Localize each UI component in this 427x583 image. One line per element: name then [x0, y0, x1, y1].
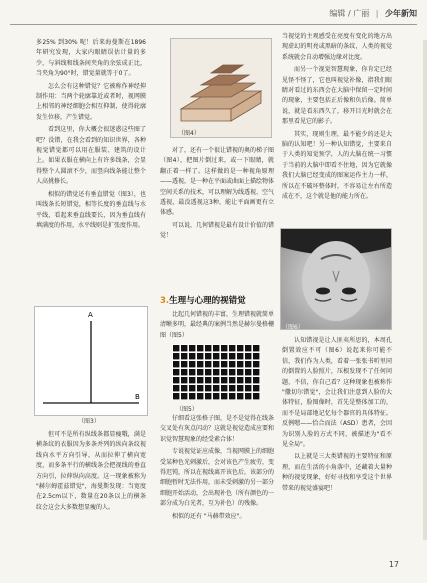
grid-square [221, 361, 227, 367]
grid-square [213, 369, 219, 375]
grid-square [237, 345, 243, 351]
column-2-bottom [160, 414, 274, 524]
grid-square [245, 393, 251, 399]
grid-square [245, 361, 251, 367]
paragraph: 相似的错觉还有垂直错觉（图3），也叫线条长短错觉，相等长度的垂直线与水平线，看起来垂直线要长，因为垂直线有填满度的作用，水平线则是扩张度作用。 [36, 190, 146, 229]
page-edge-stripe [423, 40, 427, 540]
section-title: 生理与心理的视错觉 [169, 296, 246, 306]
grid-square [205, 361, 211, 367]
column-2-top [160, 146, 274, 244]
grid-square [173, 345, 179, 351]
figure-5-hermann-grid [172, 344, 260, 400]
grid-square [173, 369, 179, 375]
grid-square [197, 345, 203, 351]
grid-square [221, 385, 227, 391]
grid-square [245, 345, 251, 351]
grid-square [213, 385, 219, 391]
grid-square [237, 353, 243, 359]
grid-square [253, 393, 259, 399]
grid-square [205, 353, 211, 359]
grid-square [229, 361, 235, 367]
grid-square [197, 361, 203, 367]
paragraph: 怎么会有这种错觉？它被称作神经抑制作用：当两个轮廓靠近或者时，视网膜上相邻的神经细胞会相互抑制，使得轮廓发生位移，产生错觉。 [36, 82, 146, 121]
grid-square [237, 377, 243, 383]
grid-square [189, 361, 195, 367]
grid-square [181, 393, 187, 399]
column-1-bottom [36, 430, 146, 515]
grid-square [245, 377, 251, 383]
grid-square [229, 385, 235, 391]
figure-3-vertical-horizontal-illusion [34, 306, 148, 416]
grid-square [181, 345, 187, 351]
grid-square [205, 345, 211, 351]
grid-square [221, 345, 227, 351]
grid-square [197, 393, 203, 399]
paragraph: 而另一个视觉智慧现象，你肯定已经见怪不怪了，它也叫视觉补像，指我们眼睛对看过的东西会在大脑中保留一定时间的现象，主要包括正后像和负后像。简单说，就是看东西久了，移开目光时就会在那里看见它的影子。 [282, 66, 392, 126]
section-heading [160, 294, 246, 306]
grid-square [221, 369, 227, 375]
grid-square [181, 377, 187, 383]
staircase-image [171, 39, 271, 137]
column-2-intro [160, 310, 274, 343]
figure-4-impossible-staircase [170, 38, 272, 138]
grid-square [245, 353, 251, 359]
paragraph: 相似的还有 "马赫带效应"。 [172, 512, 246, 520]
header-separator: | [375, 9, 379, 18]
grid-square [229, 369, 235, 375]
grid-square [197, 377, 203, 383]
column-3-top [282, 32, 392, 205]
grid-square [197, 353, 203, 359]
grid-square [205, 385, 211, 391]
inverted-face-photo [281, 229, 391, 329]
grid-square [253, 353, 259, 359]
vertical-horizontal-lines-diagram [35, 307, 147, 415]
grid-square [205, 369, 211, 375]
paragraph: 对了，还有一个很让错视的奥的梯子图（图4），把图片倒过来，或一下眼睛，就翻正着一样了。这样做的是一种视角原理——透视，是一种在平面或曲面上描绘物体空间关系的技术，可以理解为线透视、空气透视，最没透视这3种，能让平面画更有立体感。 [160, 147, 275, 217]
grid-square [213, 345, 219, 351]
grid-square [173, 385, 179, 391]
paragraph: 当视觉的主观感受在亮度有变化的地方出现虚幻的明亮或黑暗的条纹，人类的视觉系统就会自动增强边缘对比度。 [282, 33, 392, 61]
grid-square [229, 345, 235, 351]
grid-square [221, 393, 227, 399]
paragraph: 比起几何错视的丰富，生理错视就简单清晰多明，最经典的案例当然是赫尔曼格栅图（图5） [160, 311, 275, 339]
grid-square [181, 361, 187, 367]
point-a-label: A [88, 311, 93, 319]
paragraph: 认知错视是让人匪夷所思的，本周孔倒置效应不可（图6）说起来你可能不信，我们作为人类，看着一张张书听里同的倒置的人脸照片，压根发现不了任何问题，不信，你自己看？这种现象也被称作 "撒切尔错觉"，会让我们注意到人脸的大体特征，脸图像时，首先是整体加工的，而不是局部地记忆每个器官的具体特征。反例嗯——恰合而法（ASD）患者，会因为识别人脸的方式不同，被描述为"看不见全局"。 [282, 337, 392, 449]
paragraph: 以上就是三大类错视的主要特征和原理，而在生活的小角落中，还藏着大量种种的视觉现象，好好寻找和享受这个世界带来的视觉盛宴吧！ [282, 453, 392, 492]
grid-square [213, 393, 219, 399]
column-name: 少年新知 [385, 9, 417, 18]
editor-credit: 编辑 / 广丽 [329, 9, 370, 18]
grid-square [205, 393, 211, 399]
grid-square [189, 345, 195, 351]
paragraph: 其实，现则生理，最不能少的还是大脑的认知吧！另一种认知错觉，主要来自于人类的知觉预学，人的大脑在统一习惯于当前的大脑中即看不住地，因为它就像我们大脑已经变成的图案运作主力一样，所以在不破坏整体时，不容易让左右所造成在不，这个就是他的能力所在。 [282, 130, 392, 201]
grid-square [245, 385, 251, 391]
grid-square [213, 361, 219, 367]
grid-square [189, 385, 195, 391]
grid-square [237, 361, 243, 367]
figure-3-caption: （图3） [78, 418, 100, 425]
grid-square [253, 369, 259, 375]
grid-square [229, 393, 235, 399]
grid-square [253, 345, 259, 351]
header-rule [10, 24, 417, 25]
grid-square [189, 369, 195, 375]
grid-square [181, 369, 187, 375]
figure-6-inverted-face [280, 228, 392, 330]
grid-square [237, 393, 243, 399]
page-header [329, 6, 417, 22]
grid-square [213, 377, 219, 383]
column-1-top [36, 38, 146, 233]
grid-square [173, 361, 179, 367]
paragraph: 看到这里，你大概会很迷惑这些图了吧？没错，在我会看到的知识世界，各种视觉错觉都可以用在服装、建筑的设计上。如果衣服在横向上有许多线条，会显得整个人圆滚不少，而竖向线条能让整个人高挑修长。 [36, 126, 146, 186]
grid-square [189, 353, 195, 359]
grid-square [173, 377, 179, 383]
paragraph: 可以说，几何错视是最有设计价值的错觉！ [160, 221, 275, 240]
hermann-grid-image [172, 344, 260, 400]
grid-square [229, 353, 235, 359]
section-number: 3. [160, 296, 170, 306]
grid-square [229, 377, 235, 383]
grid-square [197, 385, 203, 391]
grid-square [197, 369, 203, 375]
column-3-bottom [282, 336, 392, 496]
grid-square [181, 353, 187, 359]
grid-square [189, 377, 195, 383]
figure-5-caption: （图5） [176, 406, 198, 413]
grid-square [237, 369, 243, 375]
grid-square [189, 393, 195, 399]
paragraph: 但可不是所有纵线条都显瘦哦，满是横条纹的衣服因为多条并列的纵向条纹视线向水平方向引导，从而拉伸了横向宽度，而多条平行的横线条会把视线的垂直方向引，拉伸纵向高度。这一现象被称为 "赫尔姆霍兹错觉"，海曼斯发现：当宽度在2.5cm以下，数量在20条以上的横条纹会这会大多数想显瘦的人。 [36, 431, 146, 511]
grid-square [221, 353, 227, 359]
grid-square [205, 377, 211, 383]
figure-4-caption: （图4） [178, 130, 200, 137]
point-b-label: B [135, 393, 140, 401]
grid-square [245, 369, 251, 375]
paragraph: 专说视觉证应成像，当视网膜上的细胞受某种色光刺激后，会对该色产生疲劳，变得迟钝，所以在视线离开该色后，该部分的细胞暂时无法作用，而未受刺激的另一部分细胞开始活动，会出现补色（所有颜色的一部分成为白光者，互为补色）的残像。 [160, 448, 275, 508]
grid-square [181, 385, 187, 391]
grid-square [253, 385, 259, 391]
grid-square [221, 377, 227, 383]
paragraph: 多25% 到30% 呢！后来海曼斯在1896年研究发现，大家内眼睛误估计量的多少，与斜线和线条间夹角的余弦成正比，当夹角为90°时，错觉量就等于0了。 [36, 39, 146, 78]
grid-square [237, 385, 243, 391]
grid-square [173, 393, 179, 399]
grid-square [173, 353, 179, 359]
paragraph: 仔细看这张格子图，是不是觉得在线条交叉处有灰点闪动？这就是视觉造成应要和识觉智慧现象的经受素合体！ [160, 415, 275, 443]
grid-square [213, 353, 219, 359]
figure-6-caption: （图6） [282, 324, 304, 331]
grid-square [253, 361, 259, 367]
grid-square [253, 377, 259, 383]
page-number: 17 [388, 560, 399, 569]
